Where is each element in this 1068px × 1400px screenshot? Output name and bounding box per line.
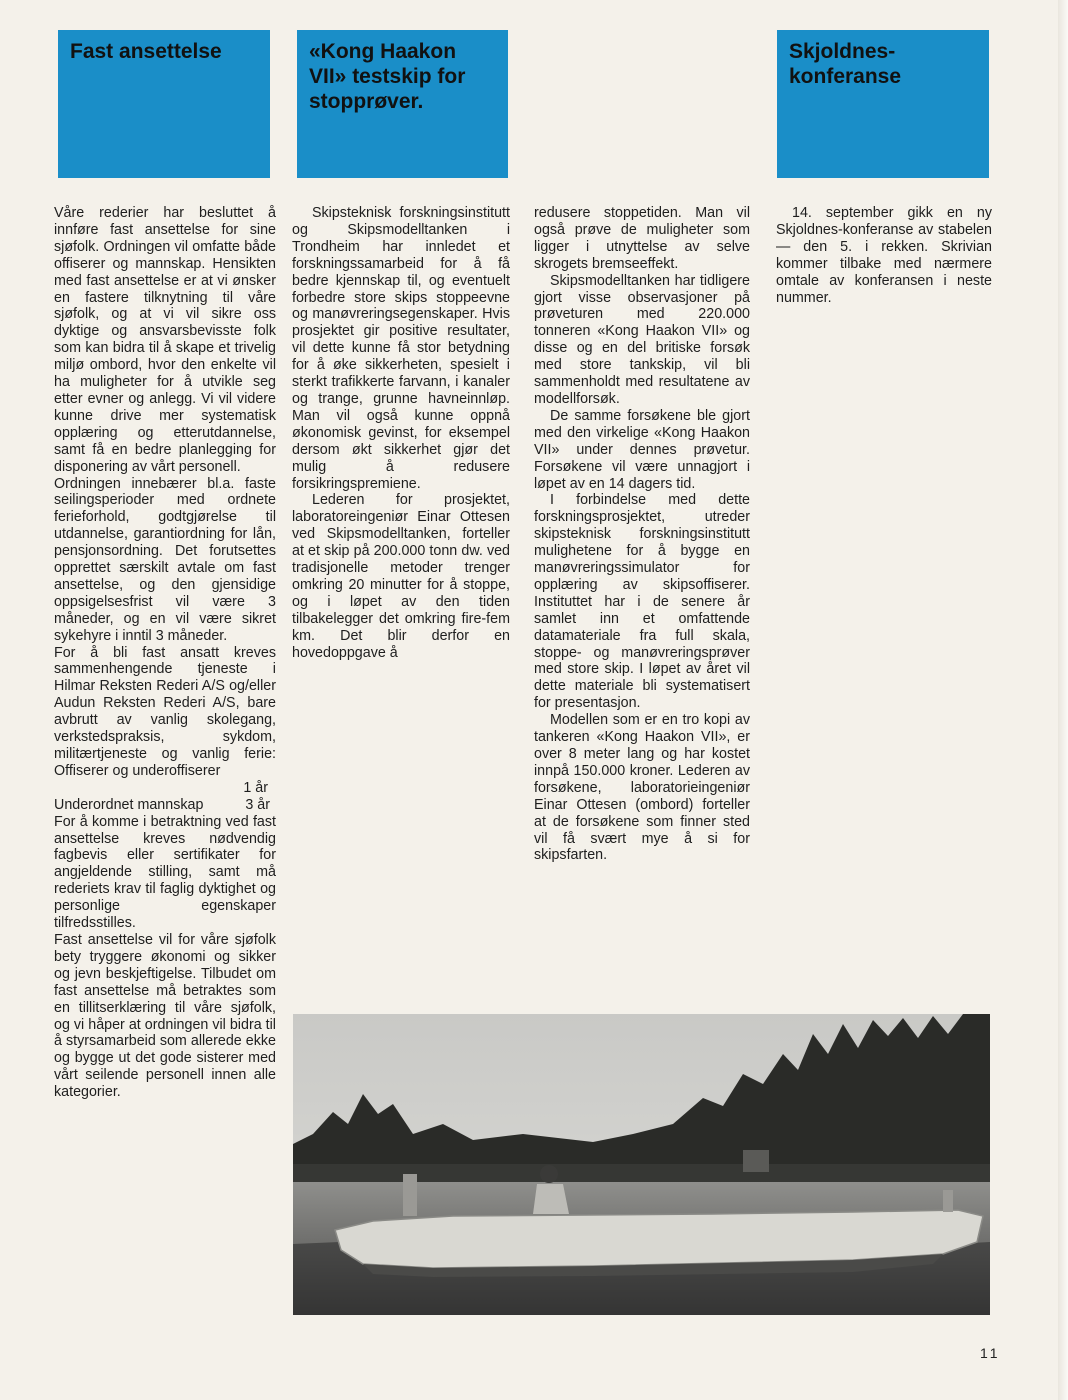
- model-mast-stern: [943, 1190, 953, 1212]
- photo-illustration: [293, 1014, 990, 1315]
- heading-box-fast-ansettelse: [58, 30, 270, 178]
- service-row-crew: [54, 797, 276, 814]
- paragraph: 14. september gikk en ny Skjoldnes-konferanse av stabelen — den 5. i rekken. Skrivian kommer tilbake med nærmere omtale av konferansen i neste nummer.: [776, 205, 992, 306]
- paragraph: Lederen for prosjektet, laboratoreingeniør Einar Ottesen ved Skipsmodelltanken, forteller at et skip på 200.000 tonn dw. ved tradisjonelle metoder trenger omkring 20 minutter for å stoppe, og i løpet av den tiden tilbakelegger det omkring fire-fem km. Det blir derfor en hovedoppgave å: [292, 492, 510, 661]
- service-row-officers: [54, 780, 276, 797]
- page-edge: [1058, 0, 1068, 1400]
- paragraph: [54, 645, 276, 780]
- paragraph: Skipsteknisk forskningsinstitutt og Skipsmodelltanken i Trondheim har innledet et forskningssamarbeid for å få bedre kjennskap til, og eventuelt forbedre store skips stoppeevne og manøvreringsegenskaper. Hvis prosjektet gir positive resultater, vil dette kunne få stor betydning for å øke sikkerheten, spesielt i sterkt trafikkerte farvann, i kanaler og trange, grunne havneinnløp. Man vil også kunne oppnå økonomisk gevinst, for eksempel dersom økt sikkerhet gjør det mulig å redusere forsikringspremiene.: [292, 205, 510, 492]
- paragraph: De samme forsøkene ble gjort med den virkelige «Kong Haakon VII» under dennes prøvetur. Forsøkene vil være unnagjort i løpet av en 14 dagers tid.: [534, 407, 750, 492]
- article-fast-ansettelse-column: [54, 205, 276, 1101]
- service-duration: 3 år: [245, 796, 270, 813]
- paragraph: I forbindelse med dette forskningsprosjektet, utreder skipsteknisk forskningsinstitutt mulighetene for å bygge en manøvreringssimulator for opplæring av skipsoffiserer. Instituttet har i de senere år samlet inn et omfattende datamateriale fra full skala, stoppe- og manøvreringsprøver med store skip. I løpet av året vil dette materiale bli systematisert for presentasjon.: [534, 492, 750, 712]
- page-number: 11: [980, 1345, 1001, 1361]
- photo-ship-model-on-lake: [293, 1014, 990, 1315]
- paragraph: Skipsmodelltanken har tidligere gjort visse observasjoner på prøveturen med 220.000 tonneren «Kong Haakon VII» og disse og en del britiske forsøk med store tankskip, vil bli sammenholdt med resultatene av modellforsøk.: [534, 272, 750, 407]
- paragraph: Ordningen innebærer bl.a. faste seilingsperioder med ordnete ferieforhold, godtgjørelse til utdannelse, garantiordning for lån, pensjonsordning. Det forutsettes opprettet særskilt avtale om fast ansettelse, og den gjensidige oppsigelsesfrist vil være 3 måneder, og en vil være sikret sykehyre i inntil 3 måneder.: [54, 475, 276, 644]
- heading-skjoldnes: Skjoldnes-konferanse: [789, 40, 902, 88]
- paragraph-text: For å bli fast ansatt kreves sammenhengende tjeneste i Hilmar Reksten Rederi A/S og/eller Audun Reksten Rederi A/S, bare avbrutt av vanlig skolegang, verkstedspraksis, sykdom, militærtjeneste og vanlig ferie: Offiserer og underoffiserer: [54, 644, 276, 779]
- article-kong-haakon-column-1: [292, 205, 510, 661]
- heading-box-skjoldnes: [777, 30, 989, 178]
- heading-box-kong-haakon: [297, 30, 508, 178]
- article-kong-haakon-column-2: [534, 205, 750, 864]
- model-mast: [403, 1174, 417, 1216]
- service-label: Underordnet mannskap: [54, 796, 204, 813]
- paragraph: For å komme i betraktning ved fast ansettelse kreves nødvendig fagbevis eller sertifikater for angjeldende stilling, samt må rederiets krav til faglig dyktighet og personlige egenskaper tilfredsstilles.: [54, 813, 276, 932]
- paragraph: redusere stoppetiden. Man vil også prøve de muligheter som ligger i utnyttelse av selve skrogets bremseeffekt.: [534, 205, 750, 272]
- heading-fast-ansettelse: Fast ansettelse: [70, 40, 222, 63]
- cabin: [743, 1150, 769, 1172]
- heading-kong-haakon: «Kong Haakon VII» testskip for stopprøver.: [309, 40, 466, 113]
- operator-body: [533, 1184, 569, 1214]
- paragraph: Modellen som er en tro kopi av tankeren «Kong Haakon VII», er over 8 meter lang og har kostet innpå 150.000 kroner. Lederen av forsøkene, laboratorieingeniør Einar Ottesen (ombord) forteller at de forsøkene som finner sted vil få svært mye å si for skipsfarten.: [534, 712, 750, 864]
- article-skjoldnes-column: [776, 205, 992, 306]
- paragraph: Våre rederier har besluttet å innføre fast ansettelse for sine sjøfolk. Ordningen vil omfatte både offiserer og mannskap. Hensikten med fast ansettelse er at vi ønsker en fastere tilknytning til våre sjøfolk, og at vi vil sikre oss dyktige og ansvarsbevisste folk som kan bidra til å skape et trivelig miljø ombord, hvor den enkelte vil ha muligheter for å utvikle seg etter evner og anlegg. Vi vil videre kunne drive mer systematisk opplæring og etterutdannelse, samt få en bedre planlegging for disponering av vårt personell.: [54, 205, 276, 475]
- paragraph: Fast ansettelse vil for våre sjøfolk bety tryggere økonomi og sikker og jevn beskjeftigelse. Tilbudet om fast ansettelse må betraktes som en tillitserklæring til våre sjøfolk, og vi håper at ordningen vil bidra til å styrsamarbeid som allerede ekke og bygge ut det gode sisterer med vårt seilende personell innen alle kategorier.: [54, 931, 276, 1101]
- service-duration: 1 år: [243, 779, 268, 796]
- operator-head: [540, 1165, 558, 1183]
